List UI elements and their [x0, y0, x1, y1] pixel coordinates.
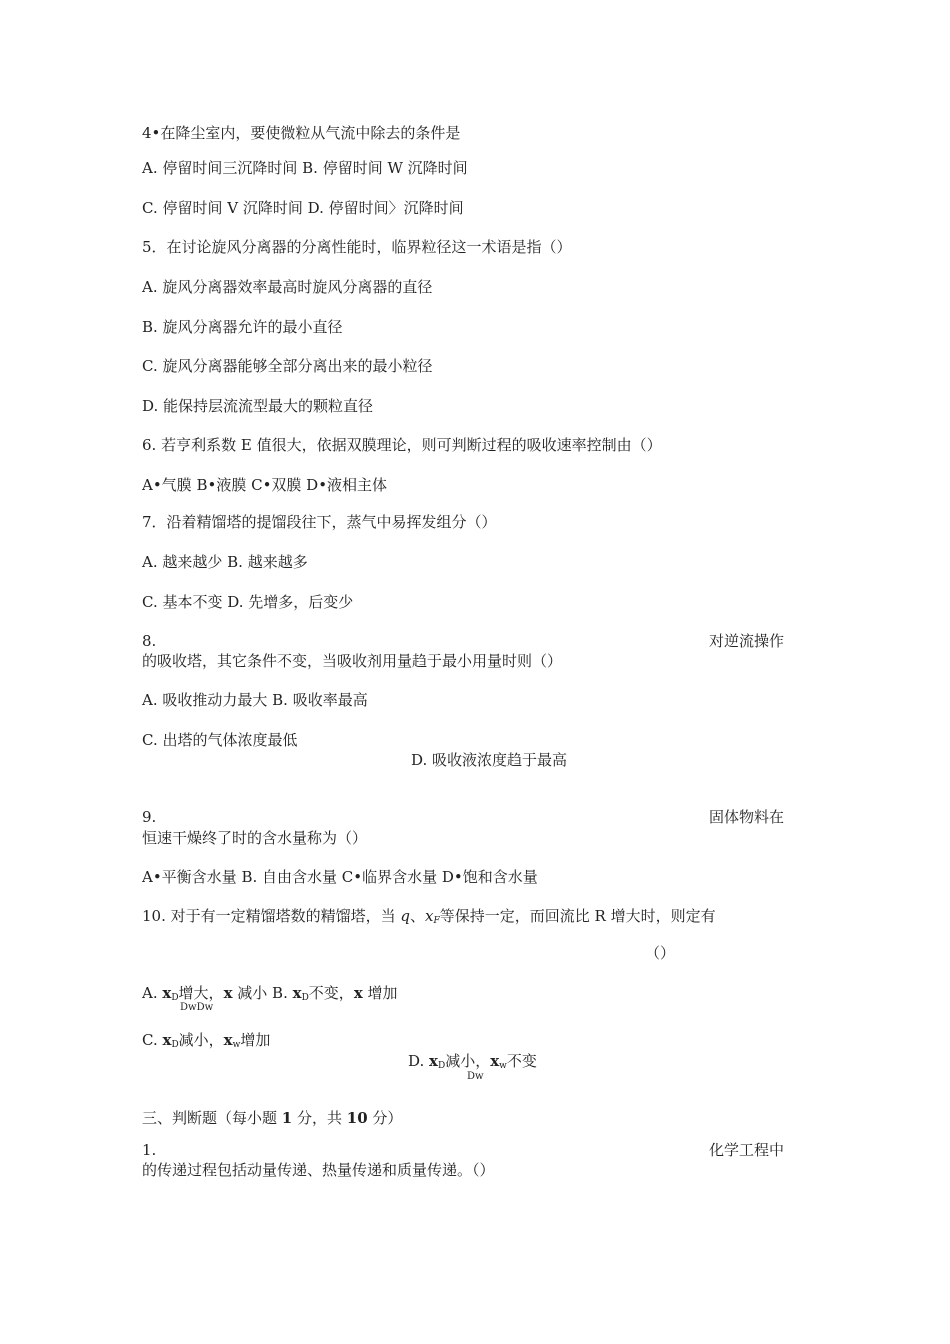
question-9-stem-right: 固体物料在	[709, 808, 785, 826]
option-b-text-2: 增加	[362, 984, 398, 1002]
question-7-options-cd: C. 基本不变 D. 先增多，后变少	[142, 593, 354, 611]
section-3-heading	[142, 1109, 402, 1127]
question-6-options: A•气膜 B•液膜 C•双膜 D•液相主体	[142, 476, 388, 494]
option-a-prefix: A.	[142, 984, 163, 1002]
question-10-option-c	[142, 1031, 270, 1054]
section-heading-total: 10	[346, 1109, 368, 1127]
option-a-text-2: 减小 B.	[232, 984, 293, 1002]
question-5-stem: 5．在讨论旋风分离器的分离性能时，临界粒径这一术语是指（）	[142, 238, 572, 256]
option-c-prefix: C.	[142, 1031, 163, 1049]
question-7-stem: 7．沿着精馏塔的提馏段往下，蒸气中易挥发组分（）	[142, 513, 497, 531]
xw-subscript-c: w	[232, 1040, 241, 1050]
question-8-stem-right: 对逆流操作	[709, 632, 785, 650]
question-6-stem: 6. 若亨利系数 E 值很大，依据双膜理论，则可判断过程的吸收速率控制由（）	[142, 436, 662, 454]
xw-subscript-d: w	[499, 1061, 507, 1071]
option-a-text: 增大，	[178, 984, 224, 1002]
section-heading-points: 1	[281, 1109, 293, 1127]
q-symbol: q	[400, 907, 411, 925]
question-4-options-cd: C. 停留时间 V 沉降时间 D. 停留时间〉沉降时间	[142, 199, 464, 217]
section-heading-a: 三、判断题（每小题	[142, 1109, 282, 1127]
question-8-option-c: C. 出塔的气体浓度最低	[142, 731, 298, 749]
xd-symbol-d: x	[429, 1052, 438, 1070]
question-10-answer-paren: （）	[645, 944, 676, 962]
xd-subscript-c: D	[171, 1040, 179, 1050]
option-c-text: 减小，	[178, 1031, 224, 1049]
judgement-1-number: 1.	[142, 1141, 157, 1159]
question-10-d-subscript-line: Dw	[467, 1071, 484, 1082]
question-5-option-c: C. 旋风分离器能够全部分离出来的最小粒径	[142, 357, 433, 375]
question-7-options-ab: A. 越来越少 B. 越来越多	[142, 553, 308, 571]
question-9-number: 9.	[142, 808, 157, 826]
question-8-option-d: D. 吸收液浓度趋于最高	[411, 751, 568, 769]
question-5-option-a: A. 旋风分离器效率最高时旋风分离器的直径	[142, 278, 433, 296]
question-9-options: A•平衡含水量 B. 自由含水量 C•临界含水量 D•饱和含水量	[142, 868, 538, 886]
xd-symbol-2: x	[292, 984, 302, 1002]
xf-symbol	[425, 907, 440, 925]
question-8-options-ab: A. 吸收推动力最大 B. 吸收率最高	[142, 691, 368, 709]
xf-symbol-base: x	[425, 907, 434, 925]
question-4-stem: 4•在降尘室内，要使微粒从气流中除去的条件是	[142, 124, 461, 142]
xd-subscript: D	[171, 993, 179, 1003]
question-5-option-b: B. 旋风分离器允许的最小直径	[142, 318, 343, 336]
option-d-text: 减小，	[445, 1052, 491, 1070]
xd-subscript-2: D	[301, 993, 309, 1003]
separator: 、	[410, 907, 426, 925]
question-10-ab-subscript-line: DwDw	[180, 1002, 214, 1013]
xw-symbol-d: x	[490, 1052, 500, 1070]
question-5-option-d: D. 能保持层流流型最大的颗粒直径	[142, 397, 374, 415]
x-symbol-2: x	[353, 984, 363, 1002]
question-9-stem-continued: 恒速干燥终了时的含水量称为（）	[142, 829, 368, 847]
x-symbol: x	[223, 984, 233, 1002]
question-8-number: 8.	[142, 632, 157, 650]
option-b-text: 不变，	[308, 984, 354, 1002]
question-10-stem-a: 10. 对于有一定精馏塔数的精馏塔，当	[142, 907, 401, 925]
question-10-stem	[142, 907, 716, 930]
xw-symbol-c: x	[223, 1031, 233, 1049]
xf-subscript: F	[433, 916, 440, 926]
section-heading-b: 分，共	[292, 1109, 347, 1127]
xd-symbol: x	[162, 984, 172, 1002]
option-c-text-2: 增加	[240, 1031, 271, 1049]
option-d-prefix: D.	[408, 1052, 430, 1070]
xd-subscript-d: D	[437, 1061, 446, 1071]
judgement-1-stem-continued: 的传递过程包括动量传递、热量传递和质量传递。（）	[142, 1161, 495, 1179]
question-10-stem-b: 等保持一定，而回流比 R 增大时，则定有	[439, 907, 716, 925]
option-d-text-2: 不变	[506, 1052, 537, 1070]
xd-symbol-c: x	[162, 1031, 172, 1049]
section-heading-c: 分）	[367, 1109, 403, 1127]
question-4-options-ab: A. 停留时间三沉降时间 B. 停留时间 W 沉降时间	[142, 159, 468, 177]
question-8-stem-continued: 的吸收塔，其它条件不变，当吸收剂用量趋于最小用量时则（）	[142, 652, 563, 670]
judgement-1-stem-right: 化学工程中	[709, 1141, 785, 1159]
